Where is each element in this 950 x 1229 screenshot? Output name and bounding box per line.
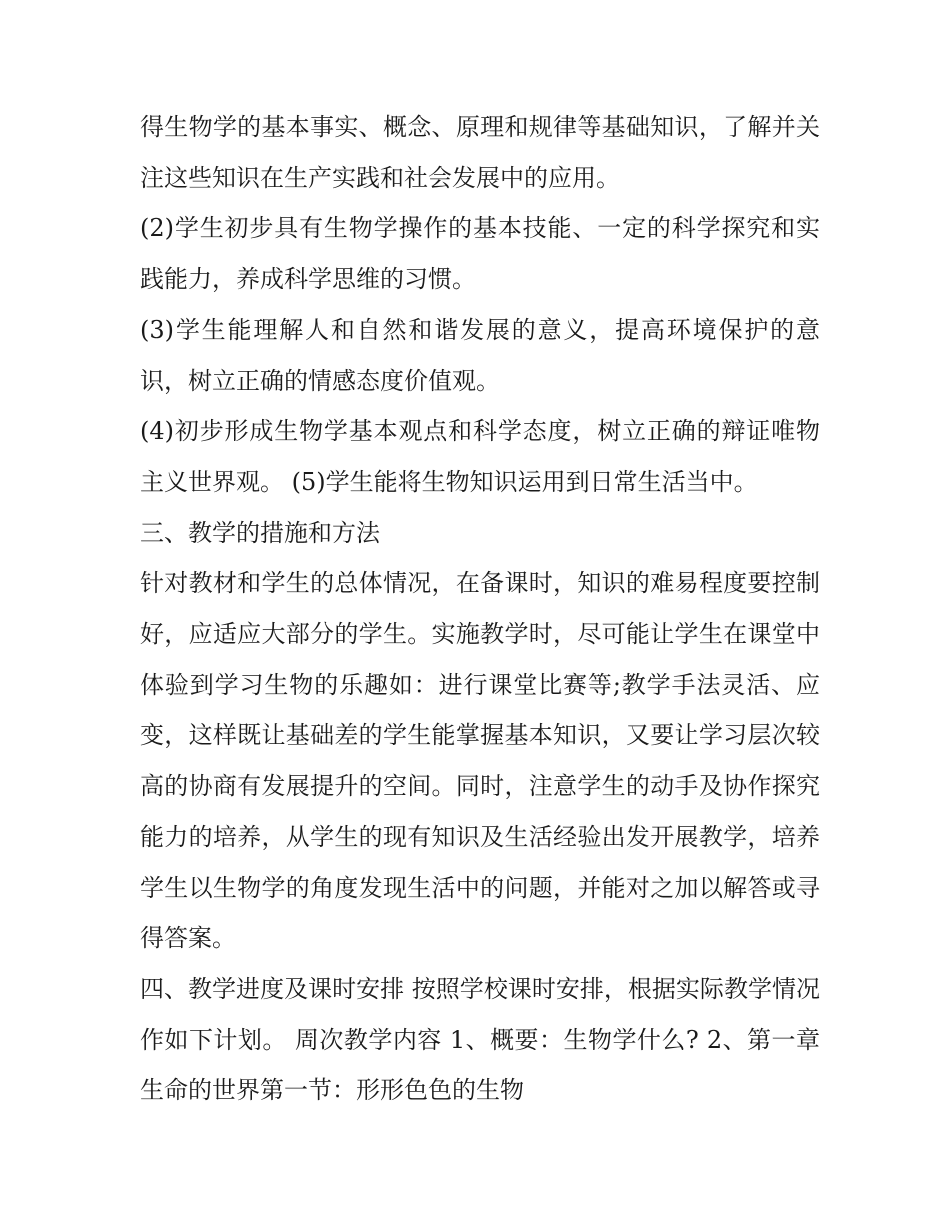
paragraph-methods: 针对教材和学生的总体情况，在备课时，知识的难易程度要控制好，应适应大部分的学生。实施教学时，尽可能让学生在课堂中体验到学习生物的乐趣如：进行课堂比赛等;教学手法灵活、应变，这样既让基础差的学生能掌握基本知识，又要让学习层次较高的协商有发展提升的空间。同时，注意学生的动手及协作探究能力的培养，从学生的现有知识及生活经验出发开展教学，培养学生以生物学的角度发现生活中的问题，并能对之加以解答或寻得答案。 [140,569,820,953]
paragraph-goal-4-5: (4)初步形成生物学基本观点和科学态度，树立正确的辩证唯物主义世界观。 (5)学生能将生物知识运用到日常生活当中。 [140,417,820,496]
paragraph-schedule: 四、教学进度及课时安排 按照学校课时安排，根据实际教学情况作如下计划。 周次教学内容 1、概要：生物学什么? 2、第一章生命的世界第一节：形形色色的生物 [140,974,820,1105]
paragraph-goal-1-continued: 得生物学的基本事实、概念、原理和规律等基础知识，了解并关注这些知识在生产实践和社会发展中的应用。 [140,113,820,192]
document-body [140,102,820,1116]
section-heading-methods: 三、教学的措施和方法 [140,518,380,547]
paragraph-goal-3: (3)学生能理解人和自然和谐发展的意义，提高环境保护的意识，树立正确的情感态度价值观。 [140,315,820,395]
paragraph-goal-2: (2)学生初步具有生物学操作的基本技能、一定的科学探究和实践能力，养成科学思维的习惯。 [140,214,820,294]
